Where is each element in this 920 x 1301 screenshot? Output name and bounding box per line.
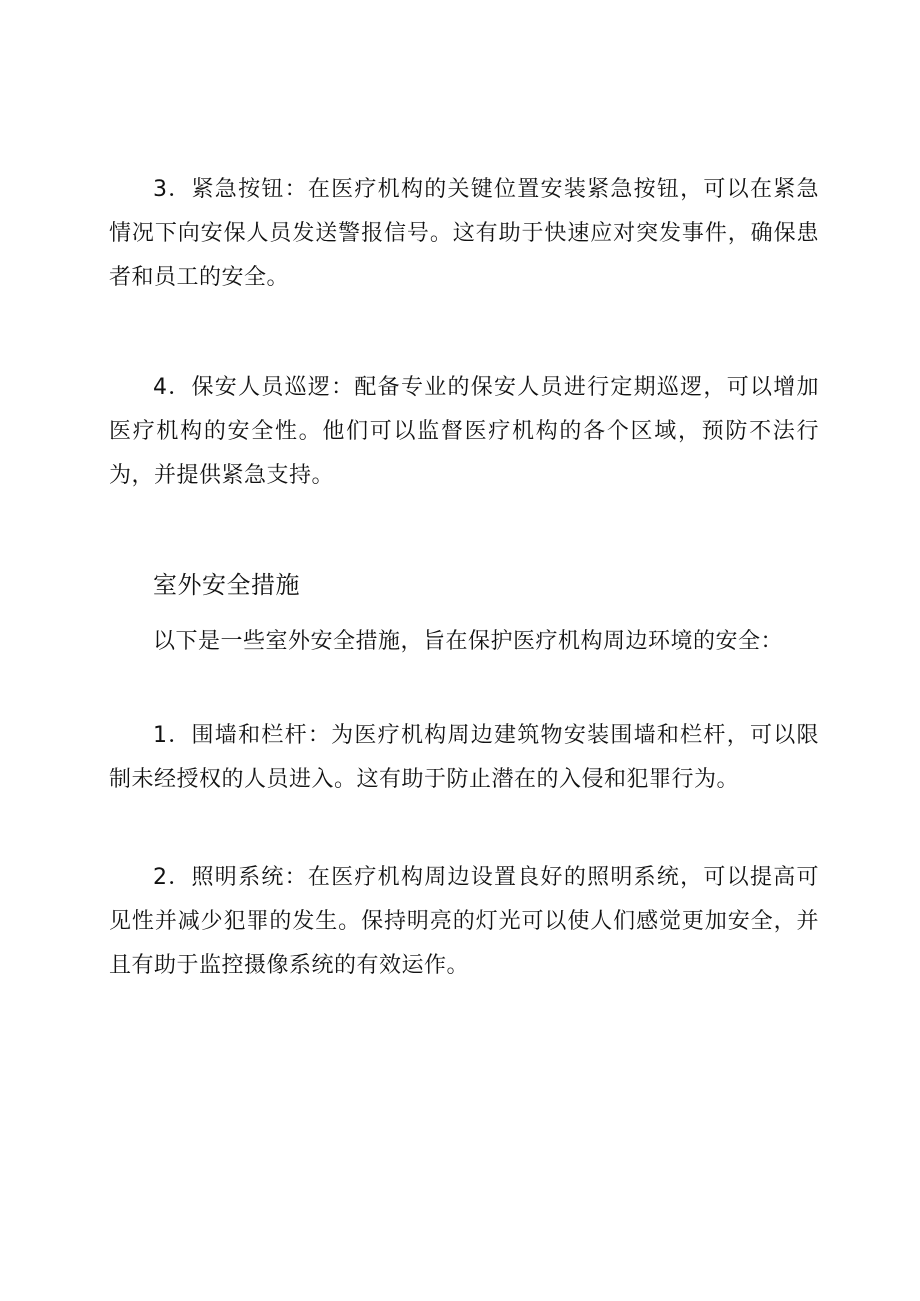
paragraph-walls-and-railings: 1．围墙和栏杆：为医疗机构周边建筑物安装围墙和栏杆，可以限制未经授权的人员进入。这有助于防止潜在的入侵和犯罪行为。	[109, 723, 819, 792]
paragraph-section-intro: 以下是一些室外安全措施，旨在保护医疗机构周边环境的安全：	[153, 629, 784, 654]
paragraph-emergency-button: 3．紧急按钮：在医疗机构的关键位置安装紧急按钮，可以在紧急情况下向安保人员发送警报信号。这有助于快速应对突发事件，确保患者和员工的安全。	[109, 177, 819, 290]
paragraph-security-patrol: 4．保安人员巡逻：配备专业的保安人员进行定期巡逻，可以增加医疗机构的安全性。他们可以监督医疗机构的各个区域，预防不法行为，并提供紧急支持。	[109, 375, 819, 488]
paragraph-lighting-system: 2．照明系统：在医疗机构周边设置良好的照明系统，可以提高可见性并减少犯罪的发生。保持明亮的灯光可以使人们感觉更加安全，并且有助于监控摄像系统的有效运作。	[109, 865, 819, 978]
section-heading-outdoor-safety: 室外安全措施	[153, 571, 300, 599]
